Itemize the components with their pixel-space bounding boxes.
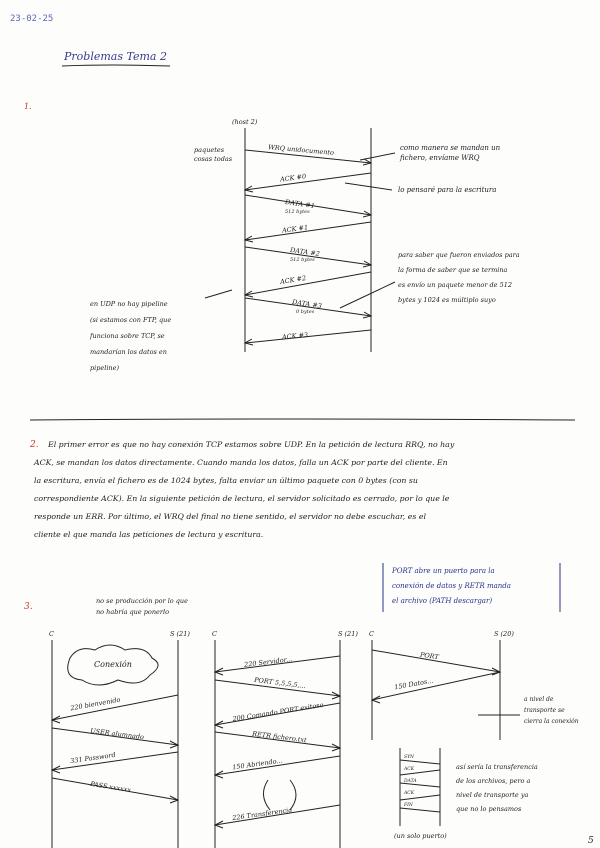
p1-msg-data1: DATA #1 <box>284 197 316 211</box>
section-divider <box>30 419 575 420</box>
page-number: 5 <box>588 836 594 846</box>
p1-number: 1. <box>24 102 32 111</box>
p1-left-note: paquetes cosas todas <box>194 146 233 163</box>
p2-line-1: El primer error es que no hay conexión TCP estamos sobre UDP. En la petición de lectura RRQ, no hay <box>48 440 455 449</box>
p3-d2-msg-4: RETR fichero.txt <box>251 729 308 745</box>
p1-msg-sub3: 0 bytes <box>296 309 315 315</box>
p1-msg-wrq: WRQ unidocumento <box>267 143 335 157</box>
p2-paragraph <box>34 436 564 544</box>
p3-d2-msg-5: 150 Abriendo... <box>231 756 284 772</box>
p1-msg-data3: DATA #3 <box>291 297 323 311</box>
page-title: Problemas Tema 2 <box>64 50 167 63</box>
p2-line-3: la escritura, envía el fichero es de 1024 bytes, falta enviar un último paquete con 0 bytes (con su <box>34 476 418 485</box>
p1-msg-data2: DATA #2 <box>289 245 321 259</box>
p1-msg-ack0: ACK #0 <box>279 172 307 184</box>
p3-note-a: a nivel de transporte se cierra la conexión <box>524 696 579 725</box>
p3-d1-cloud-label: Conexión <box>94 660 132 669</box>
header-date: 23-02-25 <box>10 14 54 24</box>
p3-d1-right-label: S (21) <box>170 630 190 638</box>
p3-d1-msg-2: USER alumnado <box>89 726 145 742</box>
p1-note-right-3: para saber que fueron enviados para la forma de saber que se termina es envío un paquete menor de 512 bytes y 1024 es múltiplo suyo <box>398 251 520 304</box>
p3-d3-stack-caption: (un solo puerto) <box>394 832 447 840</box>
p3-d1-msg-3: 331 Password <box>69 750 117 766</box>
p1-msg-ack3: ACK #3 <box>281 330 309 342</box>
p1-pointer-1 <box>360 153 395 160</box>
p1-note-left: en UDP no hay pipeline (si estamos con FTP, que funciona sobre TCP, se mandarían los datos en pipeline) <box>90 300 172 372</box>
p1-side-label: (host 2) <box>232 118 258 126</box>
p2-line-4: correspondiente ACK). En la siguiente petición de lectura, el servidor solicitado es cerrado, por lo que le <box>34 494 450 503</box>
p3-d2-right-label: S (21) <box>338 630 358 638</box>
p3-d1-left-label: C <box>49 630 54 638</box>
p3-d3-left-label: C <box>369 630 374 638</box>
p3-d3-right-label: S (20) <box>494 630 514 638</box>
p1-pointer-4 <box>205 290 232 298</box>
p1-msg-ack1: ACK #1 <box>281 223 309 235</box>
p3-d2-msg-6: 226 Transferencia <box>231 805 293 823</box>
p3-d1-msg-4: PASS xxxxxx <box>89 779 132 795</box>
p3-d2-left-label: C <box>212 630 217 638</box>
p3-number: 3. <box>24 602 33 612</box>
p1-pointer-3 <box>340 282 395 308</box>
p1-note-right-2: lo pensaré para la escritura <box>398 186 497 194</box>
p1-msg-sub1: 512 bytes <box>285 209 310 215</box>
p2-boxed-note: PORT abre un puerto para la conexión de datos y RETR manda el archivo (PATH descargar) <box>392 567 511 605</box>
p3-d3-msg-1: PORT <box>419 650 440 662</box>
p3-d2-msg-3: 200 Comando PORT exitoso <box>231 700 325 724</box>
p1-msg-sub2: 512 bytes <box>290 257 315 263</box>
p3-d3-stack: SYN ACK DATA ACK FIN <box>404 755 417 808</box>
p3-top-note: no se producción por lo que no habría que ponerlo <box>96 597 188 616</box>
title-underline <box>62 65 170 66</box>
p1-pointer-2 <box>345 183 392 190</box>
p1-note-right-1: como manera se mandan un fichero, envíame WRQ <box>400 144 501 162</box>
p2-line-5: responde un ERR. Por último, el WRQ del final no tiene sentido, el servidor no debe escuchar, es el <box>34 512 426 521</box>
p2-line-6: cliente el que manda las peticiones de lectura y escritura. <box>34 530 264 539</box>
p3-d2-msg-2: PORT 5,5,5,5,... <box>253 675 307 691</box>
p2-number: 2. <box>30 440 39 450</box>
p1-msg-ack2: ACK #2 <box>279 274 307 286</box>
p3-note-b: así sería la transferencia de los archivos, pero a nivel de transporte ya que no lo pensamos <box>456 763 538 813</box>
p2-line-2: ACK, se mandan los datos directamente. Cuando manda los datos, falla un ACK por parte del cliente. En <box>34 458 448 467</box>
p3-d2-msg-1: 220 Servidor... <box>243 655 293 669</box>
p3-d3-msg-2: 150 Datos... <box>393 676 435 692</box>
p3-d1-msg-1: 220 bienvenido <box>69 695 121 713</box>
